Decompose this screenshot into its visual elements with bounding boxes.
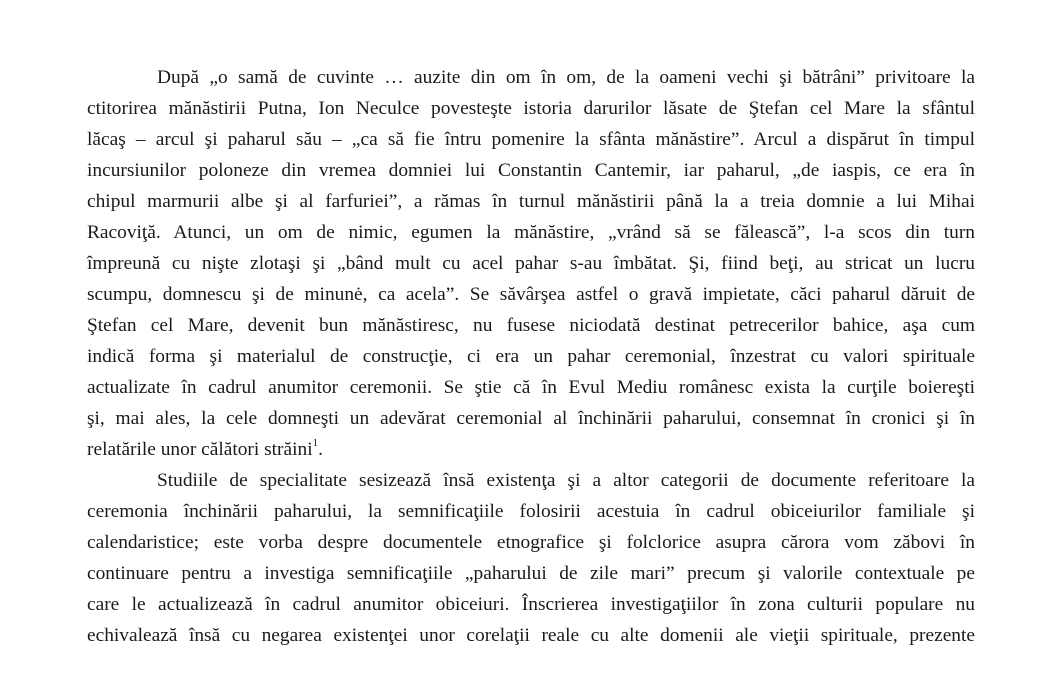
paragraph-1-line-12: şi, mai ales, la cele domneşti un adevărat ceremonial al închinării paharului, consemnat în cronici şi în	[87, 408, 975, 429]
paragraph-1-line-7: împreună cu nişte zlotaşi şi „bând mult cu acel pahar s-au îmbătat. Şi, fiind beţi, au stricat un lucru	[87, 253, 975, 274]
body-text	[87, 62, 975, 651]
paragraph-2-line-1: Studiile de specialitate sesizează însă existenţa şi a altor categorii de documente referitoare la	[157, 470, 975, 491]
paragraph-1-last-text: relatările unor călători străini	[87, 439, 313, 460]
paragraph-2-line-5: care le actualizează în cadrul anumitor obiceiuri. Înscrierea investigaţiilor în zona culturii populare nu	[87, 594, 975, 615]
paragraph-1-line-1: După „o samă de cuvinte … auzite din om în om, de la oameni vechi şi bătrâni” privitoare la	[157, 67, 975, 88]
paragraph-1-line-4: incursiunilor poloneze din vremea domniei lui Constantin Cantemir, iar paharul, „de iaspis, ce era în	[87, 160, 975, 181]
paragraph-1-line-6: Racoviţă. Atunci, un om de nimic, egumen la mănăstire, „vrând să se fălească”, l-a scos din turn	[87, 222, 975, 243]
paragraph-2-line-3: calendaristice; este vorba despre documentele etnografice şi folclorice asupra cărora vom zăbovi în	[87, 532, 975, 553]
paragraph-1-line-8: scumpu, domnescu şi de minunė, ca acela”. Se săvârşea astfel o gravă impietate, căci paharul dăruit de	[87, 284, 975, 305]
paragraph-1-line-13	[87, 434, 975, 465]
paragraph-2-line-2: ceremonia închinării paharului, la semnificaţiile folosirii acestuia în cadrul obiceiurilor familiale şi	[87, 501, 975, 522]
paragraph-1-line-3: lăcaş – arcul şi paharul său – „ca să fie întru pomenire la sfânta mănăstire”. Arcul a dispărut în timpul	[87, 129, 975, 150]
paragraph-1-line-2: ctitorirea mănăstirii Putna, Ion Neculce povesteşte istoria darurilor lăsate de Ştefan cel Mare la sfântul	[87, 98, 975, 119]
paragraph-1-line-10: indică forma şi materialul de construcţie, ci era un pahar ceremonial, înzestrat cu valori spirituale	[87, 346, 975, 367]
footnote-reference[interactable]: 1	[312, 436, 319, 449]
paragraph-2-line-6: echivalează însă cu negarea existenţei unor corelaţii reale cu alte domenii ale vieţii spirituale, prezente	[87, 625, 975, 646]
paragraph-1-line-5: chipul marmurii albe şi al farfuriei”, a rămas în turnul mănăstirii până la a treia domnie a lui Mihai	[87, 191, 975, 212]
paragraph-1-end-punct: .	[318, 439, 323, 460]
paragraph-1-line-9: Ştefan cel Mare, devenit bun mănăstiresc, nu fusese niciodată destinat petrecerilor bahice, aşa cum	[87, 315, 975, 336]
paragraph-1-line-11: actualizate în cadrul anumitor ceremonii. Se ştie că în Evul Mediu românesc exista la curţile boiereşti	[87, 377, 975, 398]
paragraph-2-line-4: continuare pentru a investiga semnificaţiile „paharului de zile mari” precum şi valorile contextuale pe	[87, 563, 975, 584]
